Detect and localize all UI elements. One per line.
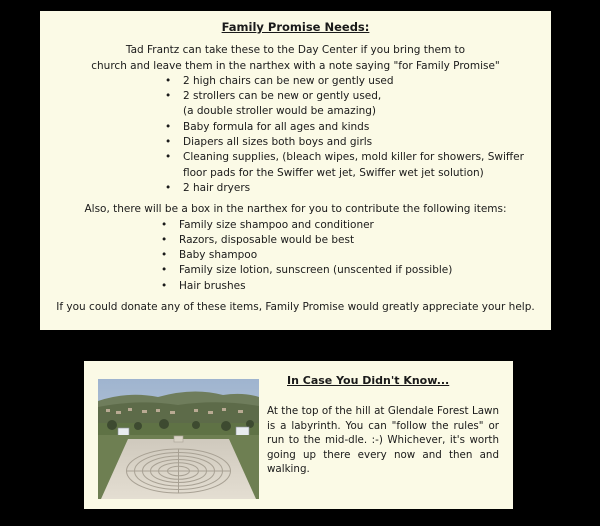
needs-list <box>183 74 539 196</box>
labyrinth-photo <box>98 379 259 499</box>
box-intro: Also, there will be a box in the narthex for you to contribute the following items: <box>84 203 507 216</box>
labyrinth-title: In Case You Didn't Know... <box>287 374 450 387</box>
closing-note: If you could donate any of these items, Family Promise would greatly appreciate your help. <box>56 301 535 314</box>
box-list-item: • Hair brushes <box>179 279 539 294</box>
needs-intro-line-2: church and leave them in the narthex with a note saying "for Family Promise" <box>91 59 500 72</box>
needs-list-item: • Cleaning supplies, (bleach wipes, mold killer for showers, Swiffer floor pads for the Swiffer wet jet, Swiffer wet jet solution) <box>183 150 539 181</box>
needs-list-item: • 2 hair dryers <box>183 181 539 196</box>
needs-list-item: • 2 strollers can be new or gently used, (a double stroller would be amazing) <box>183 89 539 120</box>
needs-title: Family Promise Needs: <box>221 20 370 34</box>
needs-list-item: • Baby formula for all ages and kinds <box>183 120 539 135</box>
needs-list-item: • 2 high chairs can be new or gently used <box>183 74 539 89</box>
box-list-item: • Family size shampoo and conditioner <box>179 218 539 233</box>
needs-intro-line-1: Tad Frantz can take these to the Day Center if you bring them to <box>125 44 466 57</box>
needs-list-item: • Diapers all sizes both boys and girls <box>183 135 539 150</box>
labyrinth-panel <box>84 361 513 509</box>
box-list-item: • Baby shampoo <box>179 248 539 263</box>
family-promise-needs-panel <box>40 11 551 330</box>
box-items-list <box>179 218 539 294</box>
labyrinth-body: At the top of the hill at Glendale Forest Lawn is a labyrinth. You can "follow the rules" or run to the mid-dle. :-) Whichever, it's worth going up there every now and then and walking. <box>267 405 499 476</box>
box-list-item: • Family size lotion, sunscreen (unscented if possible) <box>179 263 539 278</box>
box-list-item: • Razors, disposable would be best <box>179 233 539 248</box>
